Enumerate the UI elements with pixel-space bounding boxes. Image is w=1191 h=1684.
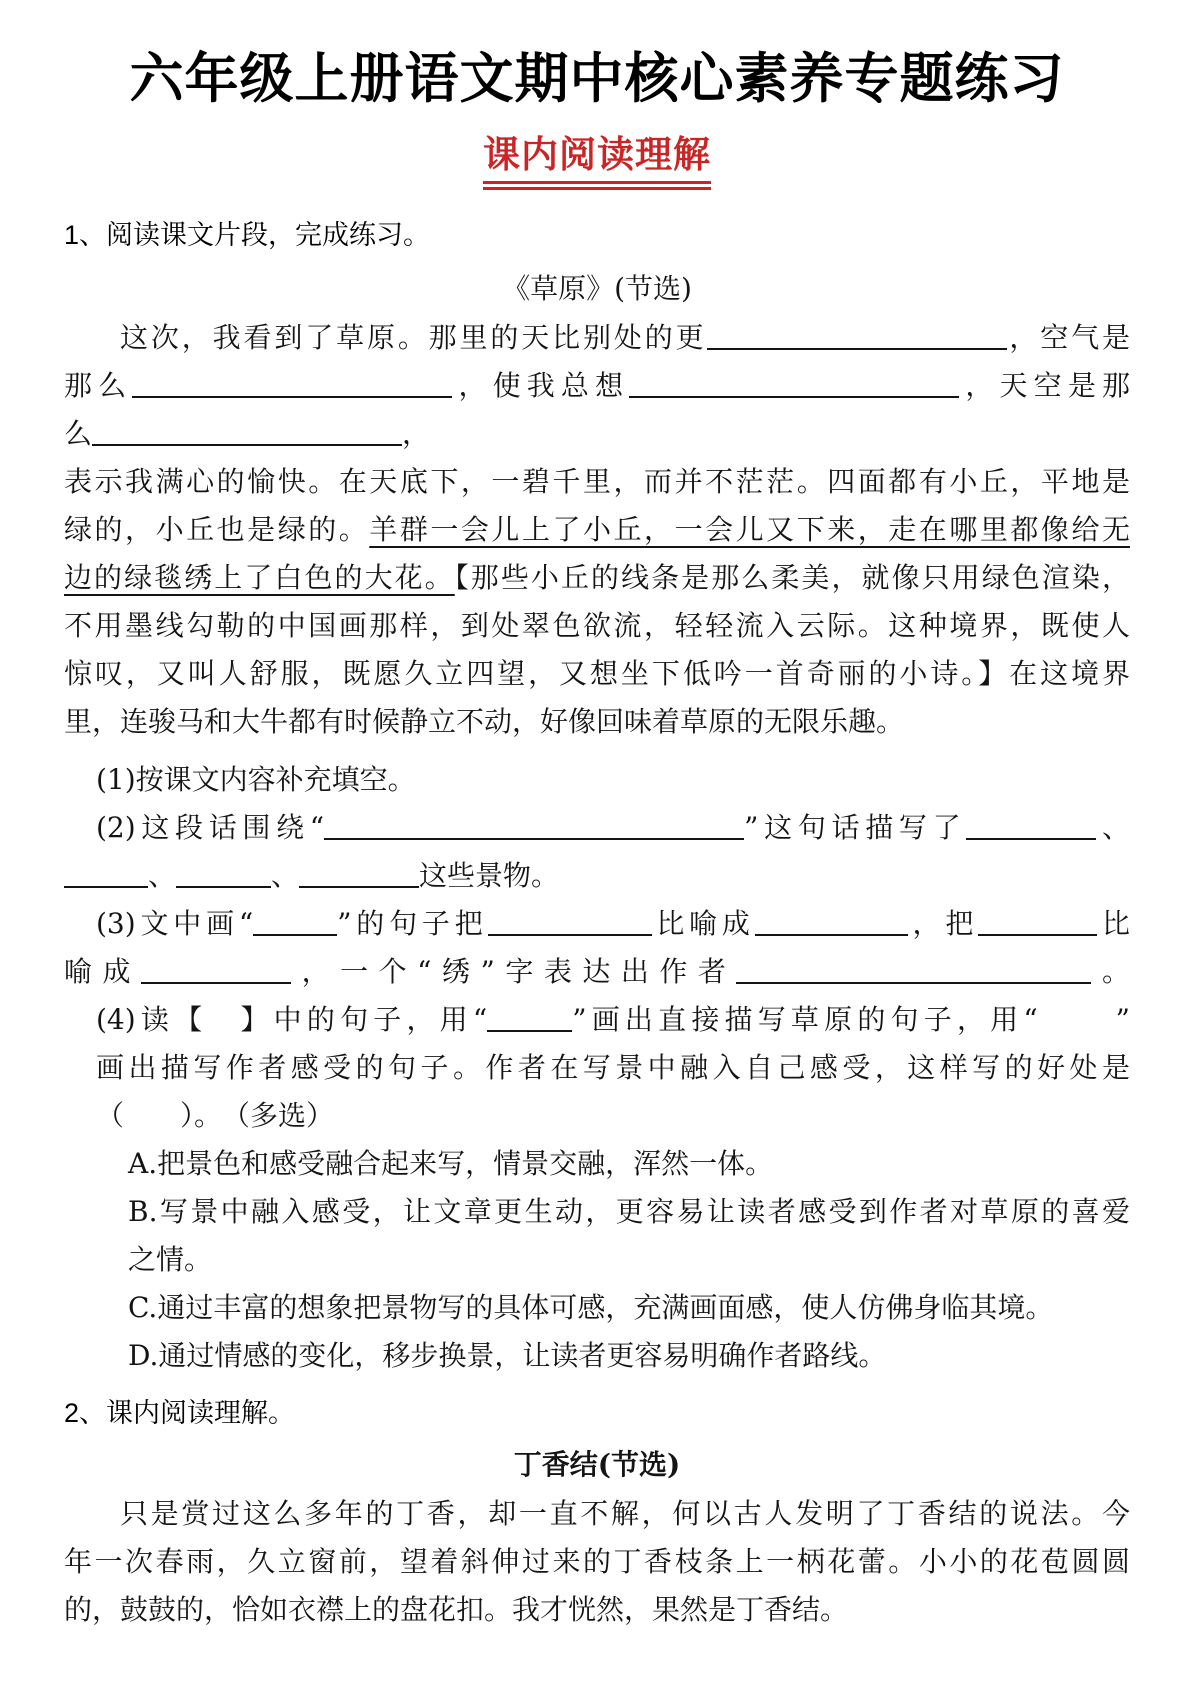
passage-line bbox=[64, 650, 1130, 698]
exercise-1-heading: 1、阅读课文片段，完成练习。 bbox=[64, 219, 431, 250]
text-segment: （ ）。 （多选） bbox=[96, 1098, 335, 1132]
document-body bbox=[64, 212, 1130, 1634]
passage-line bbox=[64, 506, 1130, 554]
text-segment: ， bbox=[402, 416, 431, 450]
fill-in-blank bbox=[92, 416, 402, 446]
option-line-d bbox=[64, 1332, 1130, 1380]
option-line-a bbox=[64, 1140, 1130, 1188]
fill-in-blank bbox=[755, 906, 908, 936]
text-segment: 惊叹，又叫人舒服，既愿久立四望，又想坐下低吟一首奇丽的小诗。】在这境界 bbox=[64, 656, 1130, 690]
text-segment: ，一个“绣”字表达出作者 bbox=[291, 954, 737, 988]
fill-in-blank bbox=[978, 906, 1097, 936]
fill-in-blank bbox=[966, 810, 1096, 840]
fill-in-blank bbox=[253, 906, 337, 936]
fill-in-blank bbox=[707, 320, 1007, 350]
text-segment: D.通过情感的变化，移步换景，让读者更容易明确作者路线。 bbox=[128, 1338, 887, 1372]
question-2-line bbox=[64, 804, 1130, 852]
option-line-b bbox=[64, 1236, 1130, 1284]
text-segment: ，空气是 bbox=[1006, 320, 1130, 354]
question-3-line bbox=[64, 900, 1130, 948]
question-4-line bbox=[64, 996, 1130, 1044]
section-subtitle: 课内阅读理解 bbox=[483, 124, 711, 190]
text-segment: (3)文中画“ bbox=[96, 906, 254, 940]
text-segment: 画出描写作者感受的句子。作者在写景中融入自己感受，这样写的好处是 bbox=[96, 1050, 1130, 1084]
text-segment: ，天空是那 bbox=[959, 368, 1130, 402]
fill-in-blank bbox=[299, 858, 419, 888]
subtitle-row bbox=[64, 124, 1130, 190]
text-segment: 、 bbox=[1096, 810, 1130, 844]
fill-in-blank bbox=[487, 1002, 572, 1032]
passage-line bbox=[64, 1586, 1130, 1634]
option-line-b bbox=[64, 1188, 1130, 1236]
passage-2-title: 丁香结(节选) bbox=[513, 1447, 681, 1481]
text-segment: (2)这段话围绕“ bbox=[96, 810, 325, 844]
text-segment: 【那些小丘的线条是那么柔美，就像只用绿色渲染， bbox=[454, 560, 1130, 594]
passage-line bbox=[64, 362, 1130, 410]
text-segment: 比喻成 bbox=[651, 906, 755, 940]
text-segment: 只是赏过这么多年的丁香，却一直不解，何以古人发明了丁香结的说法。今 bbox=[120, 1496, 1130, 1530]
text-segment: 不用墨线勾勒的中国画那样，到处翠色欲流，轻轻流入云际。这种境界，既使人 bbox=[64, 608, 1130, 642]
fill-in-blank bbox=[736, 954, 1091, 984]
text-segment: 。 bbox=[1091, 954, 1130, 988]
fill-in-blank bbox=[324, 810, 744, 840]
exercise-2-heading: 2、课内阅读理解。 bbox=[64, 1397, 296, 1428]
option-line-c bbox=[64, 1284, 1130, 1332]
passage-line bbox=[64, 602, 1130, 650]
text-segment: 这次，我看到了草原。那里的天比别处的更 bbox=[120, 320, 707, 354]
text-segment: (1)按课文内容补充填空。 bbox=[96, 762, 416, 796]
text-segment: 这些景物。 bbox=[419, 858, 560, 892]
text-segment: (4)读【 】中的句子，用“ bbox=[96, 1002, 488, 1036]
passage-line bbox=[64, 1538, 1130, 1586]
text-segment: 那么 bbox=[64, 368, 133, 402]
question-1-line bbox=[64, 756, 1130, 804]
text-segment: 、 bbox=[271, 858, 300, 892]
underlined-text-segment: 羊群一会儿上了小丘，一会儿又下来，走在哪里都像给无 bbox=[369, 512, 1130, 546]
fill-in-blank bbox=[132, 368, 452, 398]
passage-line bbox=[64, 1490, 1130, 1538]
text-segment: ” bbox=[1115, 1002, 1130, 1036]
text-segment: A.把景色和感受融合起来写，情景交融，浑然一体。 bbox=[128, 1146, 774, 1180]
text-segment: 喻成 bbox=[64, 954, 142, 988]
text-segment: 的，鼓鼓的，恰如衣襟上的盘花扣。我才恍然，果然是丁香结。 bbox=[64, 1592, 849, 1626]
fill-in-blank bbox=[64, 858, 148, 888]
text-segment: ”这句话描写了 bbox=[744, 810, 967, 844]
fill-in-blank bbox=[176, 858, 271, 888]
passage-line bbox=[64, 314, 1130, 362]
fill-in-blank bbox=[141, 954, 291, 984]
text-segment: 表示我满心的愉快。在天底下，一碧千里，而并不茫茫。四面都有小丘，平地是 bbox=[64, 464, 1130, 498]
text-segment: 比 bbox=[1097, 906, 1130, 940]
text-segment: ，把 bbox=[907, 906, 979, 940]
text-segment: 么 bbox=[64, 416, 93, 450]
text-segment: 之情。 bbox=[128, 1242, 213, 1276]
question-3-line bbox=[64, 948, 1130, 996]
passage-line bbox=[64, 554, 1130, 602]
text-segment: 里，连骏马和大牛都有时候静立不动，好像回味着草原的无限乐趣。 bbox=[64, 704, 905, 738]
page-title: 六年级上册语文期中核心素养专题练习 bbox=[129, 49, 1065, 109]
text-segment: C.通过丰富的想象把景物写的具体可感，充满画面感，使人仿佛身临其境。 bbox=[128, 1290, 1054, 1324]
passage-line bbox=[64, 458, 1130, 506]
question-4-line bbox=[64, 1044, 1130, 1092]
fill-in-blank bbox=[629, 368, 959, 398]
text-segment: 年一次春雨，久立窗前，望着斜伸过来的丁香枝条上一柄花蕾。小小的花苞圆圆 bbox=[64, 1544, 1130, 1578]
passage-line bbox=[64, 698, 1130, 746]
passage-line bbox=[64, 410, 1130, 458]
passage-1-title: 《草原》(节选) bbox=[502, 271, 692, 305]
text-segment: ”画出直接描写草原的句子，用“ bbox=[572, 1002, 1038, 1036]
text-segment: ”的句子把 bbox=[337, 906, 488, 940]
text-segment: B.写景中融入感受，让文章更生动，更容易让读者感受到作者对草原的喜爱 bbox=[128, 1194, 1130, 1228]
fill-in-blank bbox=[488, 906, 652, 936]
text-segment: 、 bbox=[148, 858, 177, 892]
question-2-line bbox=[64, 852, 1130, 900]
underlined-text-segment: 边的绿毯绣上了白色的大花。 bbox=[64, 560, 455, 594]
wavy-fill-in-blank bbox=[1038, 998, 1116, 1032]
question-4-line bbox=[64, 1092, 1130, 1140]
text-segment: ，使我总想 bbox=[452, 368, 630, 402]
text-segment: 绿的，小丘也是绿的。 bbox=[64, 512, 370, 546]
